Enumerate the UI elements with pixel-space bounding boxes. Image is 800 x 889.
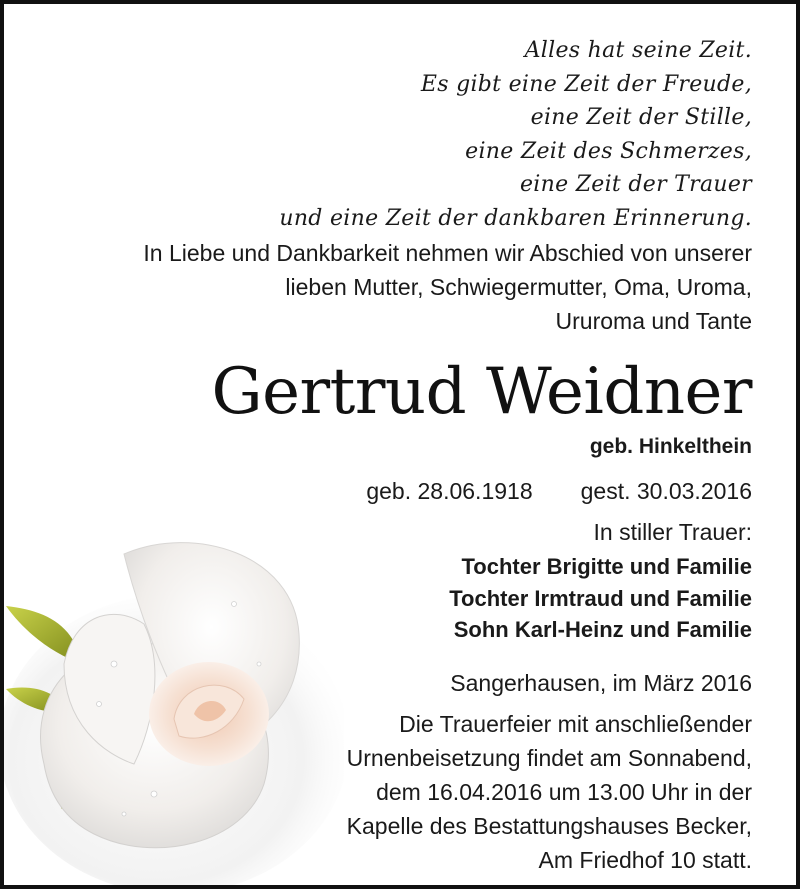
- ceremony-line: dem 16.04.2016 um 13.00 Uhr in der: [376, 779, 752, 805]
- white-rose-image: [4, 514, 344, 889]
- life-dates: [366, 474, 752, 508]
- motto-line: eine Zeit des Schmerzes,: [465, 138, 752, 164]
- mourner-entry: Tochter Brigitte und Familie: [461, 554, 752, 579]
- intro-line: In Liebe und Dankbarkeit nehmen wir Abschied von unserer: [143, 240, 752, 266]
- ceremony-line: Urnenbeisetzung findet am Sonnabend,: [346, 745, 752, 771]
- motto-line: eine Zeit der Stille,: [530, 105, 752, 130]
- motto-line: und eine Zeit der dankbaren Erinnerung.: [279, 205, 752, 231]
- birth-date: geb. 28.06.1918: [366, 478, 533, 504]
- maiden-name: geb. Hinkelthein: [589, 435, 752, 458]
- mourner-entry: Tochter Irmtraud und Familie: [449, 585, 752, 611]
- place-date: Sangerhausen, im März 2016: [450, 670, 752, 696]
- motto-poem: [279, 34, 752, 235]
- ceremony-info: [347, 707, 752, 877]
- intro-line: lieben Mutter, Schwiegermutter, Oma, Uroma,: [285, 274, 752, 300]
- motto-line: eine Zeit der Trauer: [519, 172, 752, 197]
- death-date: gest. 30.03.2016: [580, 478, 752, 504]
- farewell-intro: [143, 236, 752, 338]
- intro-line: Ururoma und Tante: [555, 308, 752, 334]
- motto-line: Es gibt eine Zeit der Freude,: [420, 71, 752, 97]
- mourners-heading: In stiller Trauer:: [593, 519, 752, 545]
- ceremony-line: Die Trauerfeier mit anschließender: [399, 711, 752, 737]
- deceased-name: Gertrud Weidner: [211, 355, 752, 429]
- mourners-list: [449, 551, 752, 646]
- ceremony-line: Am Friedhof 10 statt.: [538, 847, 752, 873]
- ceremony-line: Kapelle des Bestattungshauses Becker,: [346, 813, 752, 839]
- motto-line: Alles hat seine Zeit.: [524, 38, 752, 63]
- mourner-entry: Sohn Karl-Heinz und Familie: [453, 617, 752, 642]
